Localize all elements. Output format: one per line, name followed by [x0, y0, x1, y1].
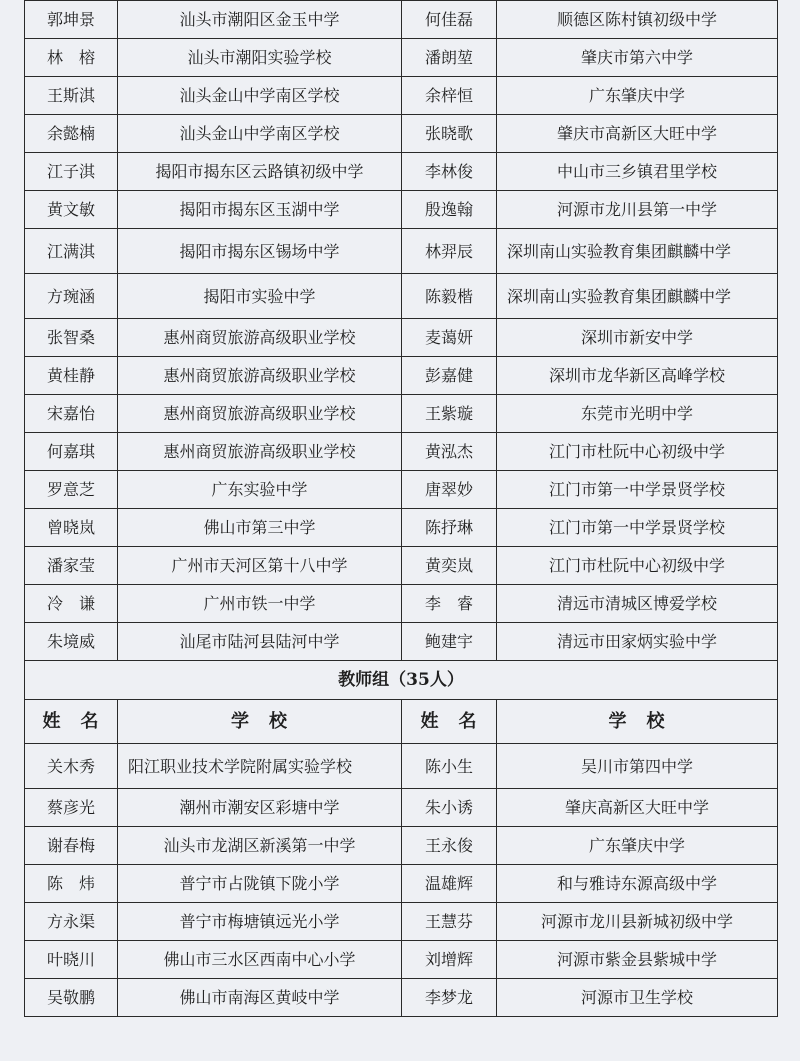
teacher-name-cell: 关木秀: [25, 744, 118, 789]
table-row: [25, 865, 778, 903]
student-name-cell: 李林俊: [402, 153, 497, 191]
student-name-cell: 鲍建宇: [402, 623, 497, 661]
student-name-cell: 林 榕: [25, 39, 118, 77]
student-name-cell: 林羿辰: [402, 229, 497, 274]
student-school-cell: 惠州商贸旅游高级职业学校: [118, 319, 402, 357]
table-row: [25, 979, 778, 1017]
student-school-cell: 江门市第一中学景贤学校: [497, 471, 778, 509]
teacher-name-cell: 蔡彦光: [25, 789, 118, 827]
student-school-cell: 汕头金山中学南区学校: [118, 77, 402, 115]
student-name-cell: 王紫璇: [402, 395, 497, 433]
section-row: [25, 661, 778, 700]
header-name-1: 姓 名: [25, 700, 118, 744]
teacher-school-cell: 潮州市潮安区彩塘中学: [118, 789, 402, 827]
teacher-name-cell: 朱小诱: [402, 789, 497, 827]
student-name-cell: 冷 谦: [25, 585, 118, 623]
teacher-name-cell: 陈小生: [402, 744, 497, 789]
teacher-name-cell: 吴敬鹏: [25, 979, 118, 1017]
table-row: [25, 585, 778, 623]
student-school-cell: 广州市铁一中学: [118, 585, 402, 623]
table-row: [25, 827, 778, 865]
teacher-school-cell: 佛山市南海区黄岐中学: [118, 979, 402, 1017]
student-school-cell: 江门市杜阮中心初级中学: [497, 547, 778, 585]
teacher-school-cell: 广东肇庆中学: [497, 827, 778, 865]
teacher-school-cell: 吴川市第四中学: [497, 744, 778, 789]
table-row: [25, 547, 778, 585]
student-school-cell: 江门市杜阮中心初级中学: [497, 433, 778, 471]
table-row: [25, 623, 778, 661]
header-row: [25, 700, 778, 744]
table-row: [25, 395, 778, 433]
student-school-cell: 汕头金山中学南区学校: [118, 115, 402, 153]
student-school-cell: 中山市三乡镇君里学校: [497, 153, 778, 191]
student-school-cell: 河源市龙川县第一中学: [497, 191, 778, 229]
teacher-school-cell: 汕头市龙湖区新溪第一中学: [118, 827, 402, 865]
table-row: [25, 789, 778, 827]
student-name-cell: 曾晓岚: [25, 509, 118, 547]
teacher-school-cell: 肇庆高新区大旺中学: [497, 789, 778, 827]
student-school-cell: 肇庆市第六中学: [497, 39, 778, 77]
table-row: [25, 433, 778, 471]
teacher-school-cell: 河源市卫生学校: [497, 979, 778, 1017]
teacher-name-cell: 刘增辉: [402, 941, 497, 979]
student-name-cell: 余梓恒: [402, 77, 497, 115]
student-school-cell: 东莞市光明中学: [497, 395, 778, 433]
student-name-cell: 张晓歌: [402, 115, 497, 153]
student-name-cell: 潘家莹: [25, 547, 118, 585]
table-row: [25, 39, 778, 77]
table-row: [25, 77, 778, 115]
header-name-2: 姓 名: [402, 700, 497, 744]
student-school-cell: 揭阳市揭东区云路镇初级中学: [118, 153, 402, 191]
student-school-cell: 深圳市龙华新区高峰学校: [497, 357, 778, 395]
student-name-cell: 王斯淇: [25, 77, 118, 115]
student-school-cell: 广东肇庆中学: [497, 77, 778, 115]
student-school-cell: 深圳市新安中学: [497, 319, 778, 357]
student-school-cell: 惠州商贸旅游高级职业学校: [118, 433, 402, 471]
teacher-name-cell: 王慧芬: [402, 903, 497, 941]
student-school-cell: 肇庆市高新区大旺中学: [497, 115, 778, 153]
student-school-cell: 清远市田家炳实验中学: [497, 623, 778, 661]
student-school-cell: 顺德区陈村镇初级中学: [497, 1, 778, 39]
table-row: [25, 274, 778, 319]
student-school-cell: 揭阳市揭东区玉湖中学: [118, 191, 402, 229]
student-name-cell: 陈抒琳: [402, 509, 497, 547]
student-name-cell: 黄泓杰: [402, 433, 497, 471]
teacher-school-cell: 普宁市占陇镇下陇小学: [118, 865, 402, 903]
student-name-cell: 黄桂静: [25, 357, 118, 395]
table-row: [25, 471, 778, 509]
teacher-school-cell: 河源市紫金县紫城中学: [497, 941, 778, 979]
student-school-cell: 汕头市潮阳实验学校: [118, 39, 402, 77]
table-row: [25, 903, 778, 941]
table-row: [25, 153, 778, 191]
table-row: [25, 1, 778, 39]
student-school-cell: 汕头市潮阳区金玉中学: [118, 1, 402, 39]
student-name-cell: 李 睿: [402, 585, 497, 623]
student-name-cell: 郭坤景: [25, 1, 118, 39]
student-school-cell: 广州市天河区第十八中学: [118, 547, 402, 585]
header-school-2: 学 校: [497, 700, 778, 744]
student-school-cell: 揭阳市揭东区锡场中学: [118, 229, 402, 274]
teacher-name-cell: 李梦龙: [402, 979, 497, 1017]
student-name-cell: 殷逸翰: [402, 191, 497, 229]
student-name-cell: 余懿楠: [25, 115, 118, 153]
table-row: [25, 941, 778, 979]
student-name-cell: 方琬涵: [25, 274, 118, 319]
table-row: [25, 357, 778, 395]
teacher-name-cell: 陈 炜: [25, 865, 118, 903]
student-name-cell: 朱境威: [25, 623, 118, 661]
student-school-cell: 广东实验中学: [118, 471, 402, 509]
student-name-cell: 何嘉琪: [25, 433, 118, 471]
table-row: [25, 319, 778, 357]
table-row: [25, 115, 778, 153]
teacher-section-title: 教师组（35人）: [25, 661, 778, 700]
student-name-cell: 张智桑: [25, 319, 118, 357]
teacher-school-cell: 佛山市三水区西南中心小学: [118, 941, 402, 979]
student-name-cell: 彭嘉健: [402, 357, 497, 395]
table-row: [25, 509, 778, 547]
student-name-cell: 麦蔼妍: [402, 319, 497, 357]
teacher-name-cell: 温雄辉: [402, 865, 497, 903]
student-school-cell: 深圳南山实验教育集团麒麟中学: [497, 229, 778, 274]
student-school-cell: 深圳南山实验教育集团麒麟中学: [497, 274, 778, 319]
student-name-cell: 唐翠妙: [402, 471, 497, 509]
student-name-cell: 宋嘉怡: [25, 395, 118, 433]
table-row: [25, 744, 778, 789]
student-name-cell: 潘朗堃: [402, 39, 497, 77]
student-name-cell: 罗意芝: [25, 471, 118, 509]
student-name-cell: 江子淇: [25, 153, 118, 191]
student-name-cell: 江满淇: [25, 229, 118, 274]
table-row: [25, 229, 778, 274]
teacher-name-cell: 方永渠: [25, 903, 118, 941]
student-school-cell: 揭阳市实验中学: [118, 274, 402, 319]
teacher-school-cell: 普宁市梅塘镇远光小学: [118, 903, 402, 941]
header-school-1: 学 校: [118, 700, 402, 744]
teacher-name-cell: 谢春梅: [25, 827, 118, 865]
student-name-cell: 何佳磊: [402, 1, 497, 39]
student-name-cell: 黄文敏: [25, 191, 118, 229]
award-table-body: [25, 1, 778, 1017]
teacher-school-cell: 阳江职业技术学院附属实验学校: [118, 744, 402, 789]
teacher-name-cell: 王永俊: [402, 827, 497, 865]
student-school-cell: 佛山市第三中学: [118, 509, 402, 547]
table-row: [25, 191, 778, 229]
student-school-cell: 江门市第一中学景贤学校: [497, 509, 778, 547]
student-name-cell: 陈毅楷: [402, 274, 497, 319]
teacher-name-cell: 叶晓川: [25, 941, 118, 979]
student-school-cell: 惠州商贸旅游高级职业学校: [118, 357, 402, 395]
teacher-school-cell: 和与雅诗东源高级中学: [497, 865, 778, 903]
student-school-cell: 惠州商贸旅游高级职业学校: [118, 395, 402, 433]
student-name-cell: 黄奕岚: [402, 547, 497, 585]
student-school-cell: 汕尾市陆河县陆河中学: [118, 623, 402, 661]
student-school-cell: 清远市清城区博爱学校: [497, 585, 778, 623]
teacher-school-cell: 河源市龙川县新城初级中学: [497, 903, 778, 941]
award-table: [24, 0, 778, 1017]
